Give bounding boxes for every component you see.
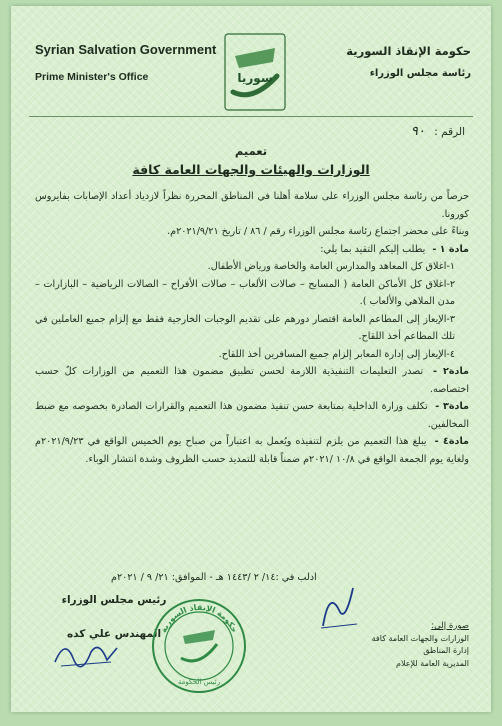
document-page — [11, 6, 491, 712]
svg-text:حكومة الإنقاذ السورية — [159, 603, 239, 634]
article-4-label: مادة٤ - — [434, 436, 469, 447]
article-1-item: ٣-الإيعاز إلى المطاعم العامة اقتصار دورهم على تقديم الوجبات الخارجية فقط مع إلزام جميع العاملين في تلك المطاعم أخذ اللقاح. — [35, 313, 455, 342]
article-3-label: مادة٣ - — [435, 401, 469, 412]
reference-number — [411, 124, 465, 139]
article-1 — [35, 241, 469, 259]
article-3 — [35, 398, 469, 433]
header-english — [35, 42, 245, 83]
copies-item: الوزارات والجهات العامة كافة — [371, 633, 469, 643]
copies-list — [319, 620, 469, 670]
issue-date: ادلب في :١٤/ ٢ /١٤٤٣ هـ - الموافق: ٢١/ ٩ / ٢٠٢١م — [111, 572, 317, 583]
document-body — [35, 188, 469, 468]
intro-paragraph: حرصاً من رئاسة مجلس الوزراء على سلامة أهلنا في المناطق المحررة نظراً لازدياد أعداد الإصابات بفايروس كورونا. — [35, 191, 469, 220]
reference-value: ٩٠ — [410, 124, 425, 139]
signatory-name: المهندس علي كده — [66, 628, 162, 640]
handwritten-signature — [51, 632, 121, 672]
official-stamp — [149, 596, 249, 696]
document-addressee: الوزارات والهيئات والجهات العامة كافة — [132, 162, 370, 177]
header-divider — [29, 116, 473, 117]
copies-item: إدارة المناطق — [423, 646, 469, 655]
article-1-item: ٤-الإيعاز إلى إدارة المعابر إلزام جميع المسافرين أخذ اللقاح. — [218, 348, 455, 360]
article-2 — [35, 363, 469, 398]
stamp-top-text: حكومة الإنقاذ السورية — [158, 602, 240, 635]
reference-label: الرقم : — [434, 126, 465, 138]
article-4-text: يبلغ هذا التعميم من يلزم لتنفيذه ويُعمل به اعتباراً من صباح يوم الخميس الواقع في ٢٠٢١/٩/٢٣م ولغاية يوم الجمعة الواقع في ١٠/٨ /٢٠٢١م ضمناً قابلة للتمديد حسب الظروف وشدة انتشار الوباء. — [35, 436, 469, 465]
article-1-item: ٢-اغلاق كل الأماكن العامة ( المسابح – صالات الألعاب – صالات الأفراح – الصالات الرياضية – البازارات – مدن الملاهي والألعاب ). — [35, 278, 455, 307]
article-1-item: ١-اغلاق كل المعاهد والمدارس العامة والخاصة ورياض الأطفال. — [207, 261, 455, 272]
header-ar-office: رئاسة مجلس الوزراء — [369, 68, 471, 79]
stamp-bottom-text: رئيس الحكومة — [177, 678, 221, 686]
header-en-office: Prime Minister's Office — [35, 71, 149, 83]
signatory-title: رئيس مجلس الوزراء — [61, 594, 167, 606]
article-3-text: تكلف وزارة الداخلية بمتابعة حسن تنفيذ مضمون هذا التعميم والقرارات الصادرة بخصوصه مع ضبط المخالفين. — [35, 401, 469, 430]
article-1-text: يطلب إليكم التقيد بما يلي: — [320, 243, 426, 255]
government-logo — [223, 32, 287, 112]
copies-item: المديرية العامة للإعلام — [396, 658, 469, 668]
logo-text: سوريا — [237, 71, 273, 85]
basis-paragraph: وبناءً على محضر اجتماع رئاسة مجلس الوزراء رقم / ٨٦ / تاريخ ٢٠٢١/٩/٢١م. — [167, 226, 469, 237]
copies-heading: صورة إلى: — [431, 621, 469, 631]
document-title: تعميم — [234, 144, 268, 158]
header-en-government: Syrian Salvation Government — [35, 42, 217, 57]
article-2-label: مادة٢ - — [432, 366, 469, 377]
article-1-label: مادة ١ - — [432, 243, 469, 255]
header-arabic — [301, 44, 471, 79]
article-4 — [35, 433, 469, 468]
header-ar-government: حكومة الإنقاذ السورية — [346, 44, 471, 58]
article-2-text: تصدر التعليمات التنفيذية اللازمة لحسن تطبيق مضمون هذا التعميم من الوزارات كلٌ حسب اختصاصه. — [35, 366, 469, 395]
